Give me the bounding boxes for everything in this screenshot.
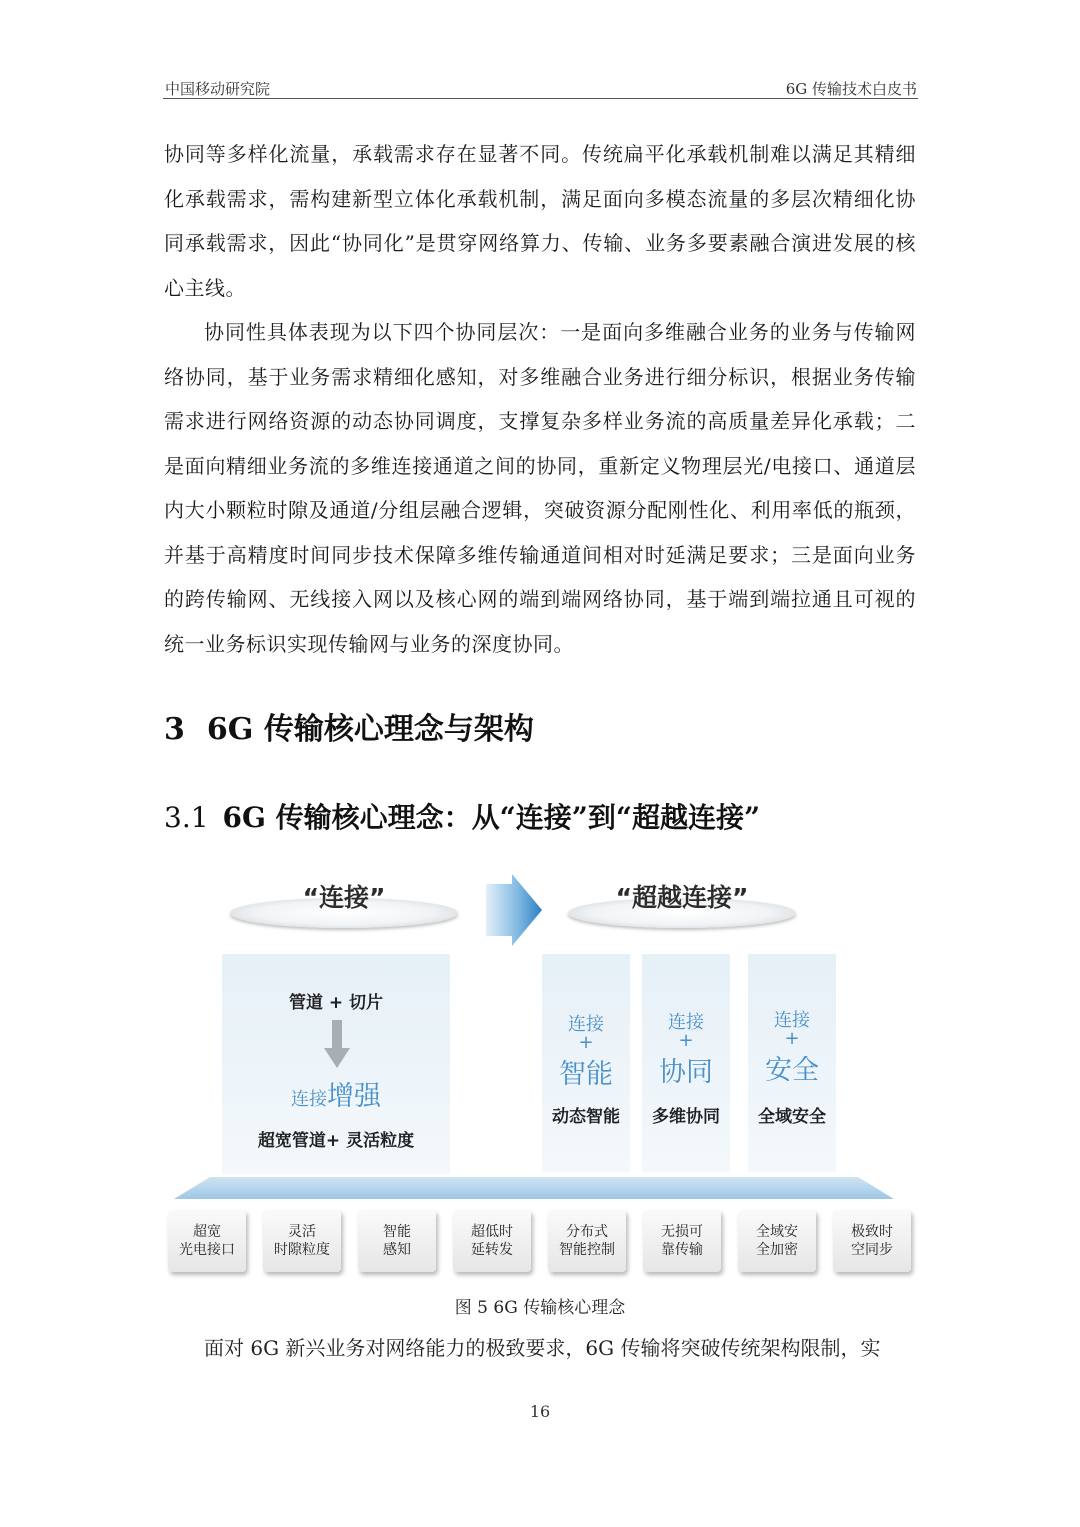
tile-label: 超低时 延转发	[471, 1224, 513, 1258]
tile-label: 极致时 空同步	[851, 1224, 893, 1258]
security-panel	[748, 954, 836, 1172]
tile-smart-sensing	[358, 1210, 436, 1272]
down-arrow-icon	[324, 1020, 350, 1070]
subsection-heading	[164, 796, 760, 836]
panel-big-text: 智能	[559, 1059, 613, 1090]
paragraph-3: 面对 6G 新兴业务对网络能力的极致要求，6G 传输将突破传统架构限制，实	[204, 1336, 881, 1360]
tile-lossless-transmission	[643, 1210, 721, 1272]
panel-big-text: 协同	[659, 1057, 713, 1088]
pipe-slice-text: 管道 + 切片	[288, 993, 384, 1013]
tile-label: 智能 感知	[383, 1224, 411, 1258]
section-heading	[164, 704, 534, 748]
tile-low-latency	[453, 1210, 531, 1272]
tile-label: 全域安 全加密	[756, 1224, 798, 1258]
beyond-connection-label: “超越连接”	[615, 883, 749, 912]
panel-caption-text: 动态智能	[552, 1107, 620, 1127]
section-number: 3	[164, 712, 185, 747]
panel-big-text: 安全	[765, 1055, 819, 1086]
connection-panel	[222, 954, 450, 1174]
page-number: 16	[529, 1402, 551, 1421]
subsection-number: 3.1	[164, 801, 209, 834]
tile-label: 超宽 光电接口	[179, 1224, 235, 1258]
right-arrow-icon	[486, 874, 542, 946]
section-title: 6G 传输核心理念与架构	[206, 712, 534, 747]
tile-full-encryption	[738, 1210, 816, 1272]
coordination-panel	[642, 954, 730, 1172]
header-doc-title: 6G 传输技术白皮书	[785, 80, 917, 98]
panel-plus-text: +	[784, 1028, 800, 1049]
panel-caption-text: 全域安全	[758, 1107, 826, 1127]
tile-label: 分布式 智能控制	[559, 1224, 615, 1258]
panel-plus-text: +	[578, 1032, 594, 1053]
panel-plus-text: +	[678, 1030, 694, 1051]
figure-caption: 图 5 6G 传输核心理念	[454, 1298, 626, 1318]
platform-base	[174, 1177, 894, 1199]
tile-label: 灵活 时隙粒度	[274, 1224, 330, 1258]
header-divider	[163, 98, 918, 99]
figure-core-concept	[160, 868, 920, 1280]
tile-label: 无损可 靠传输	[661, 1224, 703, 1258]
header-org: 中国移动研究院	[165, 80, 271, 98]
panel-caption-text: 多维协同	[652, 1107, 720, 1127]
panel-connection-text: 连接	[774, 1010, 810, 1031]
connection-small-text: 连接	[291, 1089, 327, 1110]
paragraph-2: 协同性具体表现为以下四个协同层次：一是面向多维融合业务的业务与传输网络协同，基于业务需求精细化感知，对多维融合业务进行细分标识，根据业务传输需求进行网络资源的动态协同调度，支撑复杂多样业务流的高质量差异化承载；二是面向精细业务流的多维连接通道之间的协同，重新定义物理层光/电接口、通道层内大小颗粒时隙及通道/分组层融合逻辑，突破资源分配刚性化、利用率低的瓶颈，并基于高精度时间同步技术保障多维传输通道间相对时延满足要求；三是面向业务的跨传输网、无线接入网以及核心网的端到端网络协同，基于端到端拉通且可视的统一业务标识实现传输网与业务的深度协同。	[164, 320, 916, 656]
connection-enhance-text	[222, 1074, 450, 1113]
paragraph-1: 协同等多样化流量，承载需求存在显著不同。传统扁平化承载机制难以满足其精细化承载需求，需构建新型立体化承载机制，满足面向多模态流量的多层次精细化协同承载需求，因此“协同化”是贯穿网络算力、传输、业务多要素融合演进发展的核心主线。	[164, 142, 916, 300]
ultra-wide-text: 超宽管道+ 灵活粒度	[257, 1131, 415, 1151]
tile-optical-interface	[168, 1210, 246, 1272]
intelligence-panel	[542, 954, 630, 1172]
panel-connection-text: 连接	[668, 1012, 704, 1033]
connection-label: “连接”	[302, 883, 386, 912]
panel-connection-text: 连接	[568, 1014, 604, 1035]
tile-distributed-control	[548, 1210, 626, 1272]
tile-time-sync	[833, 1210, 911, 1272]
subsection-title: 6G 传输核心理念：从“连接”到“超越连接”	[222, 801, 761, 834]
tile-slot-granularity	[263, 1210, 341, 1272]
enhance-big-text: 增强	[327, 1081, 381, 1112]
